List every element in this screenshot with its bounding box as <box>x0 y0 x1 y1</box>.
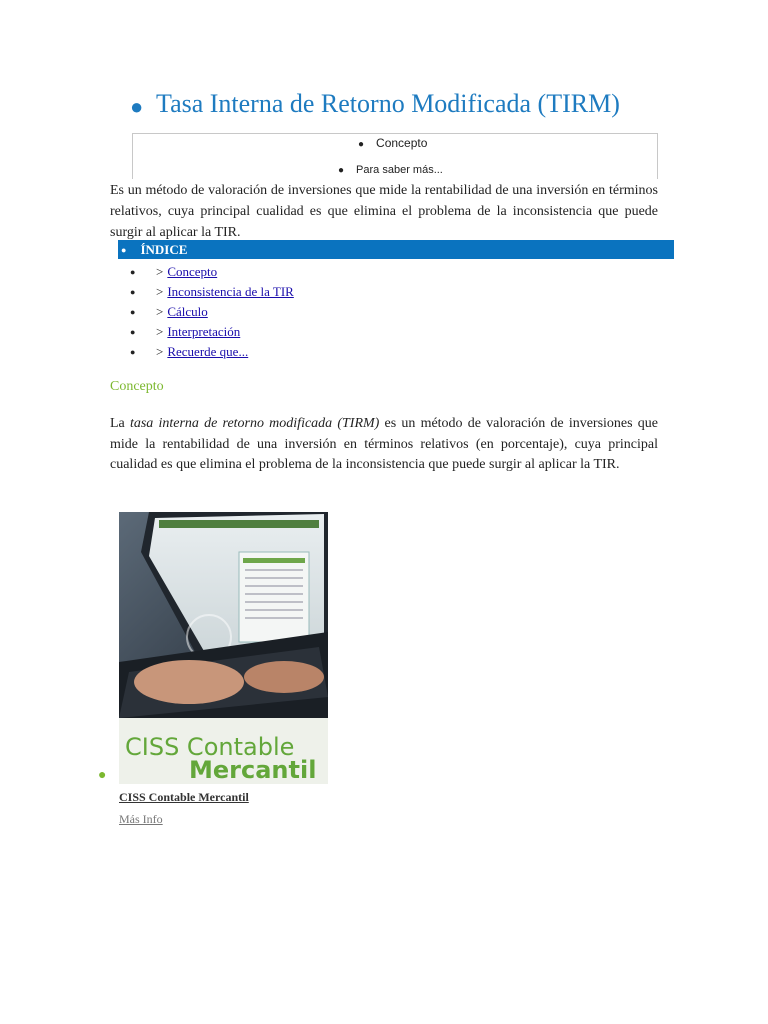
tabs-box <box>132 133 658 179</box>
para-rest: es un método de valoración de inversiones que mide la rentabilidad de una inversión en términos relativos (en porcentaje), cuya principal cualidad es que elimina el problema de la inconsistencia que puede surgir al aplicar la TIR. <box>110 416 658 472</box>
index-link-inconsistencia[interactable]: Inconsistencia de la TIR <box>167 284 294 299</box>
tab-para-saber-mas-label: Para saber más... <box>356 164 443 176</box>
promo-bullet: ● <box>98 768 107 783</box>
index-item <box>130 302 294 322</box>
bullet-icon: ● <box>130 327 136 337</box>
para-emphasis: tasa interna de retorno modificada (TIRM) <box>129 416 380 431</box>
tab-para-saber-mas[interactable] <box>338 164 443 176</box>
page-title-row <box>130 86 620 122</box>
para-prefix: La <box>110 416 125 431</box>
tab-concepto-label: Concepto <box>376 136 428 150</box>
index-link-concepto[interactable]: Concepto <box>167 264 218 279</box>
bullet-icon: ● <box>338 165 345 176</box>
concepto-paragraph <box>110 414 658 476</box>
arrow-glyph: > <box>156 284 164 299</box>
intro-paragraph: Es un método de valoración de inversiones que mide la rentabilidad de una inversión en términos relativos, cuya principal cualidad es que elimina el problema de la inconsistencia que puede surgir al aplicar la TIR. <box>110 183 658 240</box>
index-item <box>130 342 294 362</box>
bullet-icon: ● <box>130 267 136 277</box>
bullet-icon: ● <box>130 347 136 357</box>
promo-banner-image[interactable] <box>119 512 328 784</box>
banner-text-line2: Mercantil <box>189 756 317 784</box>
bullet-icon: ● <box>130 307 136 317</box>
arrow-glyph: > <box>156 304 164 319</box>
index-heading: ÍNDICE <box>140 241 188 257</box>
title-bullet: ● <box>130 94 144 119</box>
laptop-illustration <box>119 512 328 784</box>
index-item <box>130 322 294 342</box>
bullet-icon: ● <box>121 244 127 255</box>
section-heading-concepto: Concepto <box>110 379 164 394</box>
banner-text-line1: CISS Contable <box>125 733 295 761</box>
arrow-glyph: > <box>156 344 164 359</box>
promo-title-link[interactable]: CISS Contable Mercantil <box>119 790 249 804</box>
bullet-icon: ● <box>358 139 365 150</box>
bullet-icon: ● <box>130 287 136 297</box>
index-item <box>130 282 294 302</box>
tab-concepto[interactable] <box>358 136 427 150</box>
arrow-glyph: > <box>156 264 164 279</box>
arrow-glyph: > <box>156 324 164 339</box>
index-link-interpretacion[interactable]: Interpretación <box>167 324 241 339</box>
index-header[interactable] <box>118 240 674 259</box>
index-link-recuerde[interactable]: Recuerde que... <box>167 344 249 359</box>
page-title: Tasa Interna de Retorno Modificada (TIRM) <box>156 89 620 118</box>
mas-info-link[interactable]: Más Info <box>119 812 163 826</box>
index-item <box>130 262 294 282</box>
index-list <box>130 262 294 362</box>
index-link-calculo[interactable]: Cálculo <box>167 304 208 319</box>
